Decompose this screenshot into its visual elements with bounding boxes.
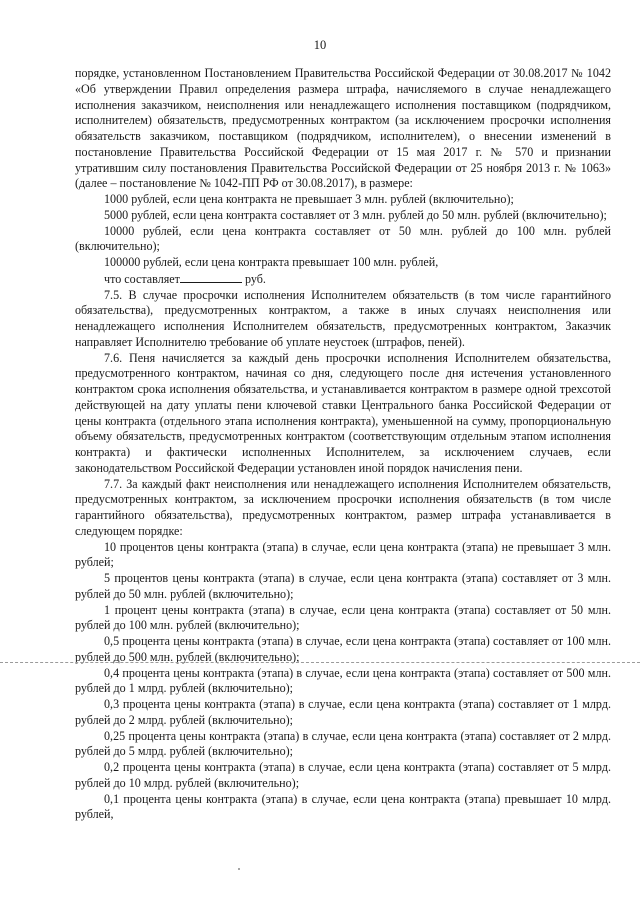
scan-artifact-line	[0, 662, 640, 663]
penalty-item: 0,4 процента цены контракта (этапа) в случае, если цена контракта (этапа) составляет от 500 млн. рублей до 1 млрд. рублей (включительно);	[75, 665, 611, 696]
scan-artifact-dot	[238, 868, 240, 870]
total-amount-label: что составляет	[104, 271, 180, 286]
fine-item: 1000 рублей, если цена контракта не превышает 3 млн. рублей (включительно);	[104, 192, 514, 206]
penalty-item: 0,2 процента цены контракта (этапа) в случае, если цена контракта (этапа) составляет от 5 млрд. рублей до 10 млрд. рублей (включительно);	[75, 760, 611, 790]
fine-item: 100000 рублей, если цена контракта превышает 100 млн. рублей,	[104, 255, 439, 269]
penalty-item: 0,1 процента цены контракта (этапа) в случае, если цена контракта (этапа) превышает 10 млрд. рублей,	[75, 791, 611, 822]
penalty-item: 0,25 процента цены контракта (этапа) в случае, если цена контракта (этапа) составляет от 2 млрд. рублей до 5 млрд. рублей (включительно);	[75, 728, 611, 759]
fine-item: 5000 рублей, если цена контракта составляет от 3 млн. рублей до 50 млн. рублей (включительно);	[104, 207, 607, 222]
currency-suffix: руб.	[241, 271, 266, 286]
clause-7-6: 7.6. Пеня начисляется за каждый день просрочки исполнения Исполнителем обязательства, предусмотренного контрактом, начиная со дня, следующего после дня истечения установленного контрактом срока исполнения обязательства, и устанавливается контрактом в размере одной трехсотой действующей на дату уплаты пени ключевой ставки Центрального банка Российской Федерации от цены контракта (отдельного этапа исполнения контракта), уменьшенной на сумму, пропорциональную объему обязательств, предусмотренных контрактом (соответствующим отдельным этапом исполнения контракта) и фактически исполненных Исполнителем, за исключением случаев, если законодательством Российской Федерации установлен иной порядок начисления пени.	[75, 350, 611, 475]
clause-7-5: 7.5. В случае просрочки исполнения Исполнителем обязательств (в том числе гарантийного обязательства), предусмотренных контрактом, а также в иных случаях неисполнения или ненадлежащего исполнения Исполнителем обязательств, предусмотренных контрактом, Заказчик направляет Исполнителю требование об уплате неустоек (штрафов, пеней).	[75, 287, 611, 349]
penalty-item: 5 процентов цены контракта (этапа) в случае, если цена контракта (этапа) составляет от 3 млн. рублей до 50 млн. рублей (включительно);	[75, 571, 611, 601]
penalty-item: 0,5 процента цены контракта (этапа) в случае, если цена контракта (этапа) составляет от 100 млн. рублей до 500 млн. рублей (включительно);	[75, 634, 611, 664]
penalty-item: 0,3 процента цены контракта (этапа) в случае, если цена контракта (этапа) составляет от 1 млрд. рублей до 2 млрд. рублей (включительно);	[75, 697, 611, 727]
penalty-item: 1 процент цены контракта (этапа) в случае, если цена контракта (этапа) составляет от 50 млн. рублей до 100 млн. рублей (включительно);	[75, 602, 611, 633]
paragraph-intro: порядке, установленном Постановлением Правительства Российской Федерации от 30.08.2017 № 1042 «Об утверждении Правил определения размера штрафа, начисляемого в случае ненадлежащего исполнения заказчиком, неисполнения или ненадлежащего исполнения поставщиком (подрядчиком, исполнителем) обязательств, предусмотренных контрактом (за исключением просрочки исполнения обязательств заказчиком, поставщиком (подрядчиком, исполнителем), о внесении изменений в постановление Правительства Российской Федерации от 15 мая 2017 г. № 570 и признании утратившим силу постановления Правительства Российской Федерации от 25 ноября 2013 г. № 1063» (далее – постановление № 1042-ПП РФ от 30.08.2017), в размере:	[75, 66, 611, 191]
fine-item: 10000 рублей, если цена контракта составляет от 50 млн. рублей до 100 млн. рублей (включительно);	[75, 223, 611, 254]
amount-blank-field	[180, 271, 242, 283]
penalty-item: 10 процентов цены контракта (этапа) в случае, если цена контракта (этапа) не превышает 3 млн. рублей;	[75, 539, 611, 570]
document-body	[75, 66, 611, 823]
page-number: 10	[313, 38, 327, 52]
total-amount-line	[75, 271, 611, 288]
clause-7-7: 7.7. За каждый факт неисполнения или ненадлежащего исполнения Исполнителем обязательств, предусмотренных контрактом, за исключением просрочки исполнения обязательств (в том числе гарантийного обязательства), предусмотренных контрактом, размер штрафа устанавливается в следующем порядке:	[75, 476, 611, 538]
